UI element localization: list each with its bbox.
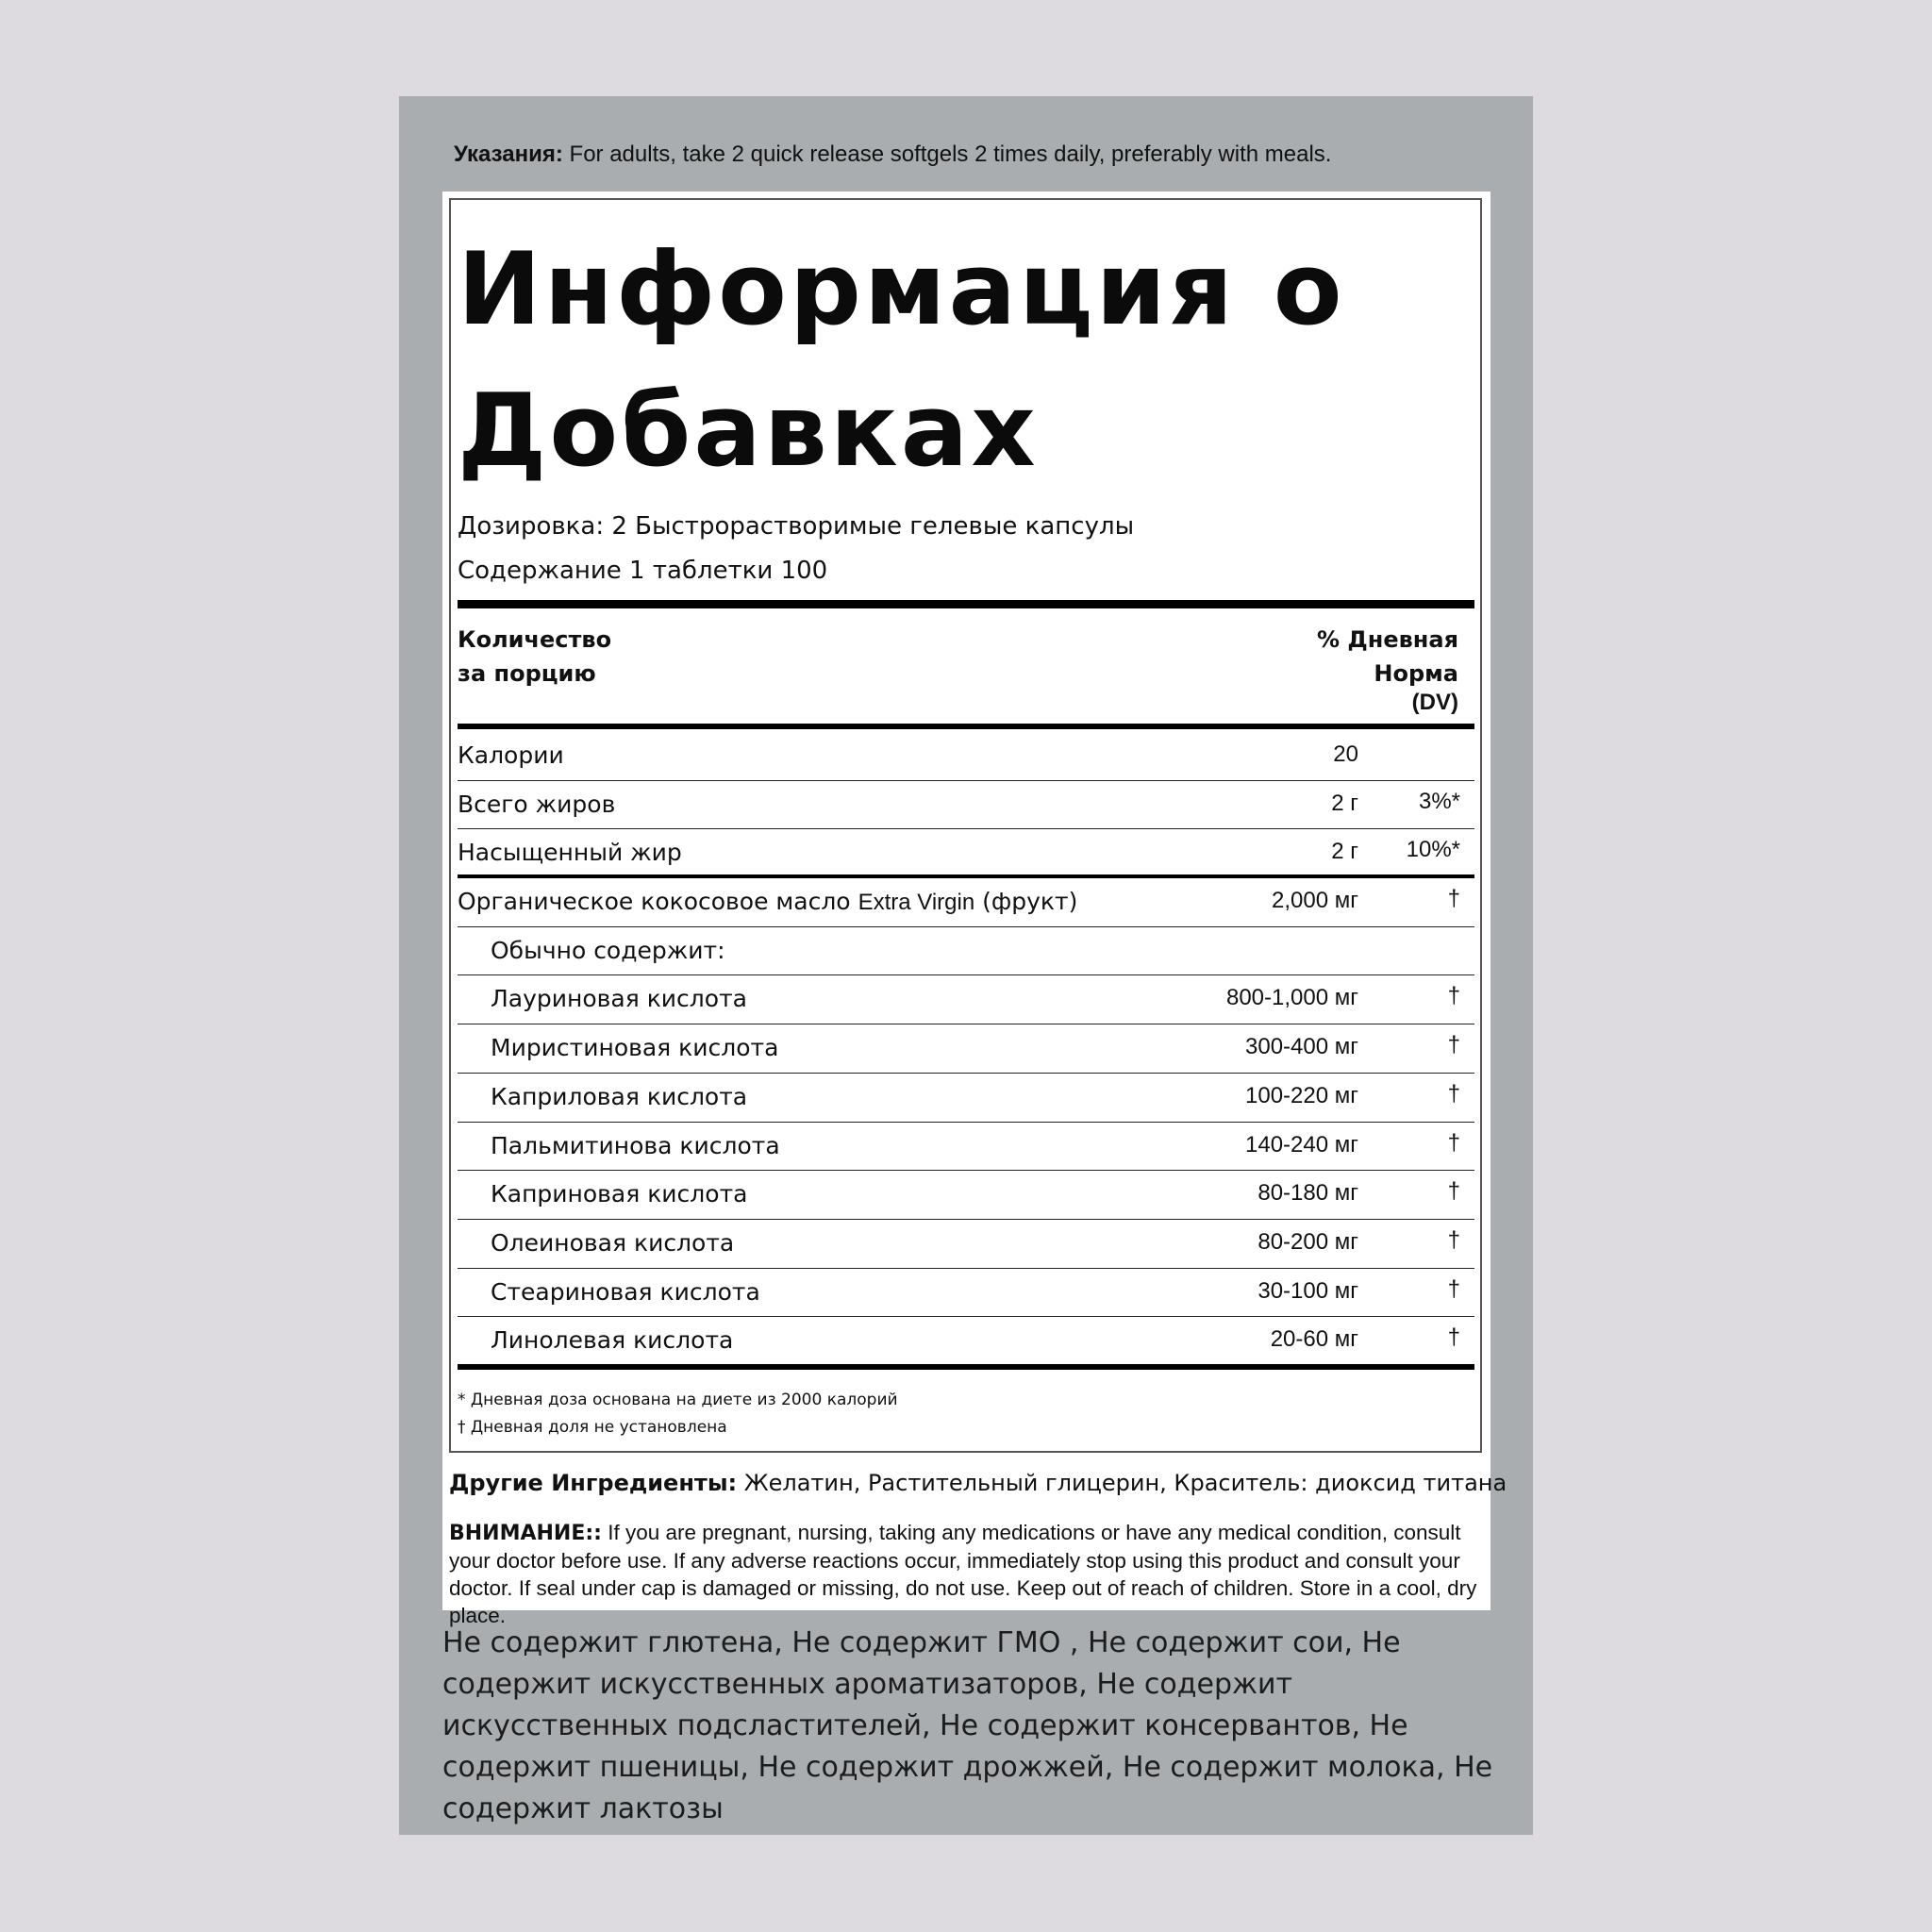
nutrient-amount: 30-100 мг — [1257, 1277, 1358, 1304]
dv-header-line2: Норма — [1374, 660, 1458, 687]
table-row — [458, 878, 1474, 927]
table-row — [458, 1317, 1474, 1366]
nutrient-dv: † — [1447, 1275, 1460, 1302]
nutrient-name: Стеариновая кислота — [491, 1277, 760, 1306]
nutrient-name: Калории — [458, 741, 564, 769]
nutrient-dv: † — [1447, 1324, 1460, 1351]
table-row — [458, 781, 1474, 830]
free-from-statement: Не содержит глютена, Не содержит ГМО , Не содержит сои, Не содержит искусственных ароматизаторов, Не содержит искусственных подсластителей, Не содержит консервантов, Не содержит пшеницы, Не содержит дрожжей, Не содержит молока, Не содержит лактозы — [442, 1626, 1493, 1825]
nutrient-name: Олеиновая кислота — [491, 1228, 735, 1257]
nutrient-dv: † — [1447, 983, 1460, 1009]
table-row — [458, 1220, 1474, 1269]
servings-per-container: Содержание 1 таблетки 100 — [458, 557, 828, 585]
nutrient-amount: 2,000 мг — [1272, 888, 1358, 914]
nutrient-amount: 80-200 мг — [1257, 1228, 1358, 1255]
nutrient-name: Всего жиров — [458, 790, 616, 818]
dv-header-line1: % Дневная — [1316, 626, 1458, 653]
nutrient-dv: † — [1447, 1178, 1460, 1205]
daily-value-header — [1317, 623, 1458, 715]
nutrient-name-part1: Органическое кокосовое масло — [458, 888, 858, 916]
table-row — [458, 975, 1474, 1024]
supplement-facts-title: Информация о Добавках — [458, 231, 1345, 489]
nutrient-dv: † — [1447, 1226, 1460, 1253]
nutrient-name: Линолевая кислота — [491, 1326, 734, 1355]
thick-divider-bottom — [458, 1364, 1474, 1370]
amount-header-line1: Количество — [458, 626, 612, 653]
amount-per-serving-header — [458, 623, 611, 691]
thick-divider-top — [458, 600, 1474, 608]
directions-text — [454, 142, 1331, 168]
nutrient-dv: 10%* — [1406, 837, 1460, 863]
directions-label: Указания: — [454, 142, 563, 167]
table-row — [458, 1123, 1474, 1172]
table-row — [458, 927, 1474, 976]
nutrient-amount: 2 г — [1331, 839, 1358, 865]
nutrient-name: Обычно содержит: — [491, 936, 725, 964]
nutrient-name-part3: (фрукт) — [974, 888, 1078, 916]
warning-text — [449, 1519, 1487, 1629]
warning-body: If you are pregnant, nursing, taking any medications or have any medical condition, consult your doctor before use. If any adverse reactions occur, immediately stop using this product and consult your doctor. If seal under cap is damaged or missing, do not use. Keep out of reach of children. Store in a cool, dry place. — [449, 1521, 1477, 1627]
nutrient-table — [458, 732, 1474, 1366]
table-row — [458, 732, 1474, 781]
nutrient-name: Лауриновая кислота — [491, 985, 747, 1013]
nutrient-amount: 2 г — [1331, 790, 1358, 816]
other-ingredients-label: Другие Ингредиенты: — [449, 1470, 738, 1496]
nutrient-name: Насыщенный жир — [458, 839, 682, 867]
other-ingredients — [449, 1470, 1507, 1496]
nutrient-amount: 20-60 мг — [1270, 1326, 1358, 1353]
table-row — [458, 1171, 1474, 1220]
footnote-daily-value: * Дневная доза основана на диете из 2000 калорий — [458, 1391, 898, 1409]
nutrient-name: Каприновая кислота — [491, 1180, 748, 1208]
thick-divider-header — [458, 724, 1474, 729]
warning-label: ВНИМАНИЕ:: — [449, 1522, 602, 1545]
nutrient-amount: 800-1,000 мг — [1225, 985, 1358, 1011]
nutrient-amount: 300-400 мг — [1245, 1034, 1358, 1060]
table-row — [458, 1074, 1474, 1123]
nutrient-name: Миристиновая кислота — [491, 1034, 779, 1062]
table-row — [458, 1024, 1474, 1074]
directions-body: For adults, take 2 quick release softgels 2 times daily, preferably with meals. — [562, 142, 1332, 167]
nutrient-name: Пальмитинова кислота — [491, 1131, 780, 1159]
nutrient-name — [458, 888, 1077, 916]
other-ingredients-text: Желатин, Растительный глицерин, Краситель: диоксид титана — [737, 1470, 1507, 1496]
amount-header-line2: за порцию — [458, 660, 596, 687]
nutrient-dv: † — [1447, 886, 1460, 912]
nutrient-dv: † — [1447, 1080, 1460, 1107]
footnote-not-established: † Дневная доля не установлена — [458, 1418, 727, 1437]
nutrient-dv: † — [1447, 1032, 1460, 1058]
nutrient-amount: 100-220 мг — [1245, 1082, 1358, 1108]
serving-size: Дозировка: 2 Быстрорастворимые гелевые капсулы — [458, 512, 1135, 541]
footnotes — [458, 1387, 898, 1441]
table-row — [458, 829, 1474, 878]
nutrient-dv: 3%* — [1418, 788, 1460, 814]
nutrient-amount: 80-180 мг — [1257, 1180, 1358, 1207]
nutrient-amount: 20 — [1333, 741, 1358, 767]
nutrient-amount: 140-240 мг — [1245, 1131, 1358, 1158]
nutrient-dv: † — [1447, 1129, 1460, 1156]
dv-header-line3: (DV) — [1411, 690, 1458, 715]
table-row — [458, 1269, 1474, 1318]
nutrient-name-part2: Extra Virgin — [858, 890, 975, 916]
nutrient-name: Каприловая кислота — [491, 1082, 748, 1110]
